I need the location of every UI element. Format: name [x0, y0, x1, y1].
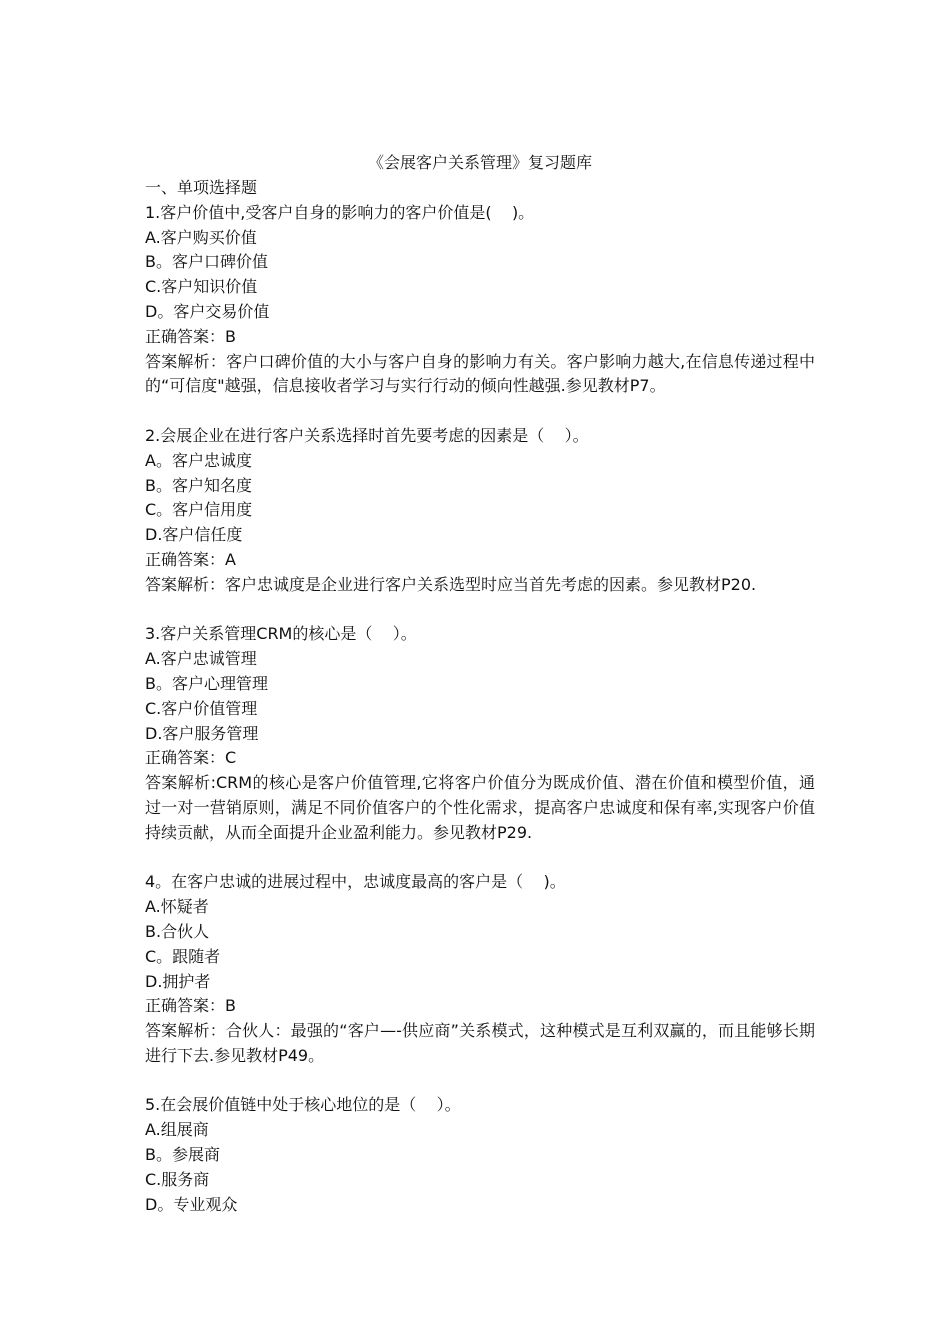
- question-spacer: [145, 846, 815, 871]
- question-spacer: [145, 1069, 815, 1094]
- question-spacer: [145, 399, 815, 424]
- question-stem: 5.在会展价值链中处于核心地位的是（ ）。: [145, 1095, 461, 1115]
- option-d: D。专业观众: [145, 1194, 238, 1214]
- option-a: A.怀疑者: [145, 897, 209, 917]
- answer-explanation: 答案解析:CRM的核心是客户价值管理,它将客户价值分为既成价值、潜在价值和模型价值，通过一对一营销原则，满足不同价值客户的个性化需求，提高客户忠诚度和保有率,实现客户价值持续贡献，从而全面提升企业盈利能力。参见教材P29.: [145, 773, 815, 842]
- option-c: C.客户价值管理: [145, 698, 258, 718]
- option-d: D。客户交易价值: [145, 301, 270, 321]
- document-content: [145, 150, 815, 1217]
- answer-explanation: 答案解析：合伙人：最强的“客户—-供应商”关系模式，这种模式是互利双赢的，而且能够长期进行下去.参见教材P49。: [145, 1021, 815, 1065]
- answer-explanation: 答案解析：客户口碑价值的大小与客户自身的影响力有关。客户影响力越大,在信息传递过程中的“可信度"越强，信息接收者学习与实行行动的倾向性越强.参见教材P7。: [145, 351, 815, 396]
- question-4: [145, 870, 815, 1068]
- option-c: C。客户信用度: [145, 500, 253, 520]
- option-d: D.客户信任度: [145, 525, 243, 545]
- option-d: D.客户服务管理: [145, 723, 259, 743]
- option-b: B。客户知名度: [145, 475, 252, 495]
- option-a: A.客户忠诚管理: [145, 649, 257, 669]
- correct-answer: 正确答案：B: [145, 326, 236, 346]
- correct-answer: 正确答案：A: [145, 549, 236, 569]
- option-b: B。参展商: [145, 1145, 220, 1165]
- option-c: C.客户知识价值: [145, 277, 258, 297]
- section-heading: 一、单项选择题: [145, 178, 258, 197]
- document-title: 《会展客户关系管理》复习题库: [367, 153, 592, 172]
- option-c: C。跟随者: [145, 946, 221, 966]
- question-2: [145, 424, 815, 598]
- question-spacer: [145, 598, 815, 623]
- option-d: D.拥护者: [145, 971, 211, 991]
- question-1: [145, 201, 815, 399]
- question-stem: 4。在客户忠诚的进展过程中，忠诚度最高的客户是（ )。: [145, 872, 566, 892]
- question-stem: 2.会展企业在进行客户关系选择时首先要考虑的因素是（ ）。: [145, 425, 589, 445]
- answer-explanation: 答案解析：客户忠诚度是企业进行客户关系选型时应当首先考虑的因素。参见教材P20.: [145, 574, 757, 594]
- option-b: B.合伙人: [145, 921, 210, 941]
- question-5: [145, 1093, 815, 1217]
- correct-answer: 正确答案：B: [145, 996, 236, 1016]
- option-b: B。客户口碑价值: [145, 252, 268, 272]
- option-b: B。客户心理管理: [145, 673, 268, 693]
- question-3: [145, 622, 815, 845]
- option-a: A.客户购买价值: [145, 227, 257, 247]
- option-a: A。客户忠诚度: [145, 450, 252, 470]
- question-stem: 3.客户关系管理CRM的核心是（ ）。: [145, 624, 417, 644]
- option-c: C.服务商: [145, 1169, 210, 1189]
- option-a: A.组展商: [145, 1120, 209, 1140]
- correct-answer: 正确答案：C: [145, 748, 237, 768]
- question-stem: 1.客户价值中,受客户自身的影响力的客户价值是( )。: [145, 202, 535, 222]
